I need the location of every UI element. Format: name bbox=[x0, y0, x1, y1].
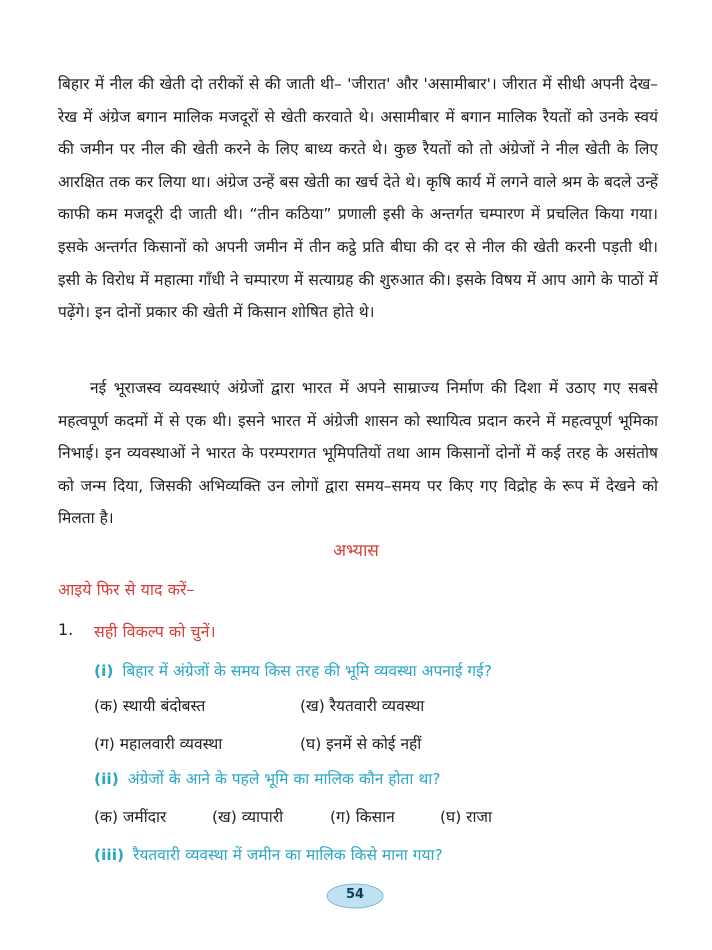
body-paragraph-1: बिहार में नील की खेती दो तरीकों से की जाती थी– 'जीरात' और 'असामीबार'। जीरात में सीधी अपनी देख–रेख में अंग्रेज बगान मालिक मजदूरों से खेती करवाते थे। असामीबार में बगान मालिक रैयतों को उनके स्वयं की जमीन पर नील की खेती करने के लिए बाध्य करते थे। कुछ रैयतों को तो अंग्रेजों ने नील खेती के लिए आरक्षित तक कर लिया था। अंग्रेज उन्हें बस खेती का खर्च देते थे। कृषि कार्य में लगने वाले श्रम के बदले उन्हें काफी कम मजदूरी दी जाती थी। “तीन कठिया” प्रणाली इसी के अन्तर्गत चम्पारण में प्रचलित किया गया। इसके अन्तर्गत किसानों को अपनी जमीन में तीन कट्ठे प्रति बीघा की दर से नील की खेती करनी पड़ती थी। इसी के विरोध में महात्मा गाँधी ने चम्पारण में सत्याग्रह की शुरुआत की। इसके विषय में आप आगे के पाठों में पढ़ेंगे। इन दोनों प्रकार की खेती में किसान शोषित होते थे। bbox=[58, 75, 658, 322]
sub-question-3 bbox=[94, 843, 443, 865]
sub-question-2-number: (ii) bbox=[94, 770, 119, 788]
option-2a: (क) जमींदार bbox=[94, 808, 167, 826]
sub-question-1-number: (i) bbox=[94, 662, 114, 680]
sub-question-3-number: (iii) bbox=[94, 846, 125, 864]
question-number: 1. bbox=[58, 620, 74, 639]
exercise-title: अभ्यास bbox=[333, 541, 379, 561]
recall-heading: आइये फिर से याद करें– bbox=[58, 580, 195, 599]
option-1a: (क) स्थायी बंदोबस्त bbox=[94, 697, 206, 715]
question-text: सही विकल्प को चुनें। bbox=[94, 622, 216, 641]
sub-question-2 bbox=[94, 767, 440, 789]
option-1c: (ग) महालवारी व्यवस्था bbox=[94, 735, 223, 753]
option-2d: (घ) राजा bbox=[440, 808, 493, 826]
page-number-badge bbox=[326, 883, 384, 909]
sub-question-2-text: अंग्रेजों के आने के पहले भूमि का मालिक कौन होता था? bbox=[127, 770, 441, 788]
sub-question-3-text: रैयतवारी व्यवस्था में जमीन का मालिक किसे माना गया? bbox=[133, 846, 443, 864]
option-2b: (ख) व्यापारी bbox=[212, 808, 284, 826]
body-paragraph-2: नई भूराजस्व व्यवस्थाएं अंग्रेजों द्वारा भारत में अपने साम्राज्य निर्माण की दिशा में उठाए गए सबसे महत्वपूर्ण कदमों में से एक थी। इसने भारत में अंग्रेजी शासन को स्थायित्व प्रदान करने में महत्वपूर्ण भूमिका निभाई। इन व्यवस्थाओं ने भारत के परम्परागत भूमिपतियों तथा आम किसानों दोनों में कई तरह के असंतोष को जन्म दिया, जिसकी अभिव्यक्ति उन लोगों द्वारा समय–समय पर किए गए विद्रोह के रूप में देखने को मिलता है। bbox=[58, 379, 658, 528]
page-number: 54 bbox=[345, 887, 365, 902]
option-2c: (ग) किसान bbox=[330, 808, 395, 826]
option-1d: (घ) इनमें से कोई नहीं bbox=[300, 735, 422, 753]
sub-question-1-text: बिहार में अंग्रेजों के समय किस तरह की भूमि व्यवस्था अपनाई गई? bbox=[122, 662, 492, 680]
sub-question-1 bbox=[94, 659, 492, 681]
option-1b: (ख) रैयतवारी व्यवस्था bbox=[300, 697, 425, 715]
